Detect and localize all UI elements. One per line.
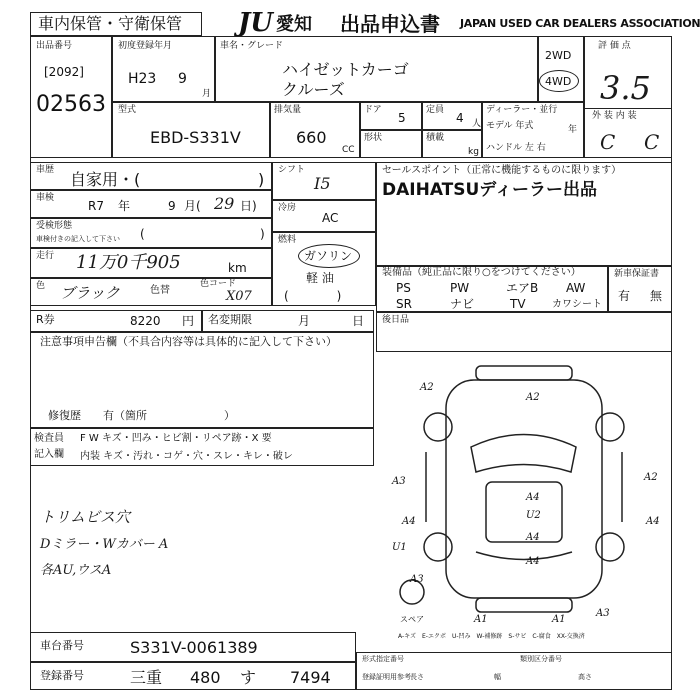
mark-left-door: A3 xyxy=(392,476,406,487)
door-label: ドア xyxy=(364,105,382,115)
equip-sr: SR xyxy=(396,297,412,311)
color-label: 色 xyxy=(36,281,46,291)
mark-rear: A1 xyxy=(474,614,488,625)
mark-right-rear: A4 xyxy=(646,516,660,527)
remark-3: 各AU,ウスA xyxy=(40,563,112,578)
storage-label: 車内保管・守衛保管 xyxy=(38,14,183,33)
model-year-unit: 年 xyxy=(568,125,578,135)
inspection-day: 29 xyxy=(214,194,235,213)
mileage-value: 11万0千905 xyxy=(76,252,181,273)
spec-a: 形式指定番号 xyxy=(362,655,404,663)
equip-tv: TV xyxy=(510,297,526,311)
inspector-row-2: 内装 キズ・汚れ・コゲ・穴・スレ・キレ・破レ xyxy=(80,451,293,462)
cooler-label: 冷房 xyxy=(278,203,297,213)
recycle-value: 8220 xyxy=(130,314,161,328)
color-value: ブラック xyxy=(60,284,120,302)
displacement-unit: CC xyxy=(342,145,355,155)
remark-2: Dミラー・Wカバー A xyxy=(40,537,169,552)
first-reg-era: H23 xyxy=(128,71,157,87)
mark-roof-2: A4 xyxy=(526,556,540,567)
spec-e: 幅 xyxy=(494,673,501,681)
fuel-label: 燃料 xyxy=(278,235,297,245)
inspector-row-1: F W キズ・凹み・ヒビ割・リペア跡・X 要 xyxy=(80,433,272,444)
cert-close: ) xyxy=(260,227,265,241)
association-name: JAPAN USED CAR DEALERS ASSOCIATION xyxy=(460,17,700,30)
chassis-label: 車台番号 xyxy=(40,639,84,652)
inspection-cell xyxy=(30,190,272,218)
mileage-unit: km xyxy=(228,261,247,275)
recycle-label: R券 xyxy=(36,313,55,326)
equip-aw: AW xyxy=(566,281,586,295)
wheel-fr xyxy=(596,413,624,441)
first-reg-label: 初度登録年月 xyxy=(118,41,173,51)
lot-label: 出品番号 xyxy=(36,41,73,51)
cooler-value: AC xyxy=(322,211,339,225)
inspection-day-unit: 日) xyxy=(240,199,257,213)
body-outline xyxy=(446,380,602,598)
exterior-grade: C xyxy=(600,130,616,154)
after-doc-label: 後日品 xyxy=(382,315,410,325)
first-reg-month: 9 xyxy=(178,71,187,87)
rating-label: 評 価 点 xyxy=(598,41,631,51)
wheel-rl xyxy=(424,533,452,561)
shift-value: I5 xyxy=(314,174,331,193)
form-title: 出品申込書 xyxy=(340,12,440,36)
mark-roof: A4 xyxy=(526,492,540,503)
mileage-label: 走行 xyxy=(36,251,55,261)
sales-point-value: DAIHATSUディーラー出品 xyxy=(382,180,597,200)
rating-divider xyxy=(584,108,672,109)
lot-bracket: [2092] xyxy=(44,65,84,79)
recycle-unit: 円 xyxy=(182,314,195,328)
mark-rear-2: A1 xyxy=(552,614,566,625)
after-doc-cell xyxy=(376,312,672,352)
roof xyxy=(486,482,562,542)
wheel-fl xyxy=(424,413,452,441)
name-change-month: 月 xyxy=(298,314,311,328)
cert-label: 受検形態 xyxy=(36,221,73,231)
capacity-unit: 人 xyxy=(472,119,482,129)
displacement-value: 660 xyxy=(296,128,327,147)
name-change-day: 日 xyxy=(352,314,365,328)
history-cell xyxy=(30,162,272,190)
equip-seat: カワシート xyxy=(552,299,602,310)
shape-label: 形状 xyxy=(364,133,383,143)
mark-front: A2 xyxy=(526,392,540,403)
spec-f: 高さ xyxy=(578,673,592,681)
equip-pw: PW xyxy=(450,281,470,295)
ju-logo: JU xyxy=(238,8,273,38)
inspection-month: 9 xyxy=(168,199,176,213)
color-code: X07 xyxy=(226,289,252,304)
fuel-gas-circle xyxy=(298,244,360,268)
fuel-diesel: 軽 油 xyxy=(306,271,334,285)
plate-label: 登録番号 xyxy=(40,669,84,682)
mark-front-left: A2 xyxy=(420,382,434,393)
model-value: EBD-S331V xyxy=(150,128,241,147)
history-close: ) xyxy=(258,170,265,189)
cert-open: ( xyxy=(140,227,145,241)
aichi-label: 愛知 xyxy=(276,14,312,35)
inspection-month-unit: 月( xyxy=(184,199,201,213)
rating-score: 3.5 xyxy=(600,69,651,107)
equip-airbag: エアB xyxy=(506,281,539,295)
inspection-label: 車検 xyxy=(36,193,55,203)
equip-ps: PS xyxy=(396,281,411,295)
drive-4wd: 4WD xyxy=(545,75,572,88)
mark-center: A4 xyxy=(526,532,540,543)
notes-label: 注意事項申告欄（不具合内容等は具体的に記入して下さい） xyxy=(40,335,337,348)
mark-left-dent: U1 xyxy=(392,542,407,553)
wheel-rr xyxy=(596,533,624,561)
plate-class: 480 xyxy=(190,668,221,687)
drive-2wd: 2WD xyxy=(545,49,572,62)
warranty-yes: 有 xyxy=(618,289,631,303)
sales-point-cell xyxy=(376,162,672,266)
windshield xyxy=(471,435,576,473)
name-change-label: 名変期限 xyxy=(208,313,252,326)
cert-note: 車検付きの記入して下さい xyxy=(36,235,120,243)
history-value: 自家用・( xyxy=(70,170,141,189)
handle-label: ハンドル 左 右 xyxy=(486,143,546,153)
rear-window xyxy=(476,552,572,560)
mark-left-rear: A4 xyxy=(402,516,416,527)
history-label: 車歴 xyxy=(36,165,55,175)
mark-right-front: A2 xyxy=(644,472,658,483)
vehicle-damage-diagram xyxy=(376,352,672,630)
first-reg-month-unit: 月 xyxy=(202,89,212,99)
plate-number: 7494 xyxy=(290,668,331,687)
fuel-gas: ガソリン xyxy=(304,249,353,263)
interior-grade: C xyxy=(644,130,660,154)
drive-4wd-circle xyxy=(539,70,579,92)
drive-cell xyxy=(538,36,584,102)
car-name-label: 車名・グレード xyxy=(220,41,284,51)
sales-point-label: セールスポイント（正常に機能するものに限ります） xyxy=(382,165,622,176)
shift-label: シフト xyxy=(278,165,306,175)
chassis-value: S331V-0061389 xyxy=(130,638,258,657)
mark-left-quarter: A3 xyxy=(410,574,424,585)
inspector-label-1: 検査員 xyxy=(34,433,64,444)
fuel-paren: ( ) xyxy=(284,289,342,303)
mark-roof-u: U2 xyxy=(526,510,541,521)
spec-d: 長さ xyxy=(410,673,424,681)
mark-rear-right: A3 xyxy=(596,608,610,619)
spec-c: 登録証明用参考 xyxy=(362,673,411,681)
front-bumper xyxy=(476,366,572,380)
rear-bumper xyxy=(476,598,572,612)
capacity-value: 4 xyxy=(456,111,464,125)
load-unit: kg xyxy=(468,147,479,157)
repair-history: 修復歴 有（箇所 ） xyxy=(48,409,235,422)
displacement-label: 排気量 xyxy=(274,105,302,115)
load-label: 積載 xyxy=(426,133,445,143)
warranty-no: 無 xyxy=(650,289,663,303)
car-name: ハイゼットカーゴ xyxy=(282,60,409,79)
inspection-year-unit: 年 xyxy=(118,199,131,213)
inspector-label-2: 記入欄 xyxy=(34,449,64,460)
damage-legend: A-キズ E-エクボ U-凹み W-補修跡 S-サビ C-腐食 XX-交換済 xyxy=(398,633,585,640)
capacity-label: 定員 xyxy=(426,105,445,115)
door-value: 5 xyxy=(398,111,406,125)
model-label: 型式 xyxy=(118,105,137,115)
dealer-label: ディーラー・並行 xyxy=(486,105,558,115)
equipment-label: 装備品（純正品に限り○をつけてください） xyxy=(382,267,581,278)
inspection-era: R7 xyxy=(88,199,104,213)
ext-int-label: 外 装 内 装 xyxy=(592,111,637,121)
equip-navi: ナビ xyxy=(450,297,475,311)
model-year-label: モデル 年式 xyxy=(486,121,534,131)
warranty-label: 新車保証書 xyxy=(614,269,660,279)
lot-number: 02563 xyxy=(36,92,106,117)
plate-kana: す xyxy=(240,668,257,687)
recycle-cell xyxy=(30,310,202,332)
color-code-label: 色コード xyxy=(200,279,237,289)
color-change-label: 色替 xyxy=(150,285,170,296)
car-grade: クルーズ xyxy=(282,80,345,99)
plate-area: 三重 xyxy=(130,668,163,687)
spare-label: スペア xyxy=(400,615,424,624)
remark-1: トリムビス穴 xyxy=(40,508,131,526)
spec-b: 類別区分番号 xyxy=(520,655,562,663)
